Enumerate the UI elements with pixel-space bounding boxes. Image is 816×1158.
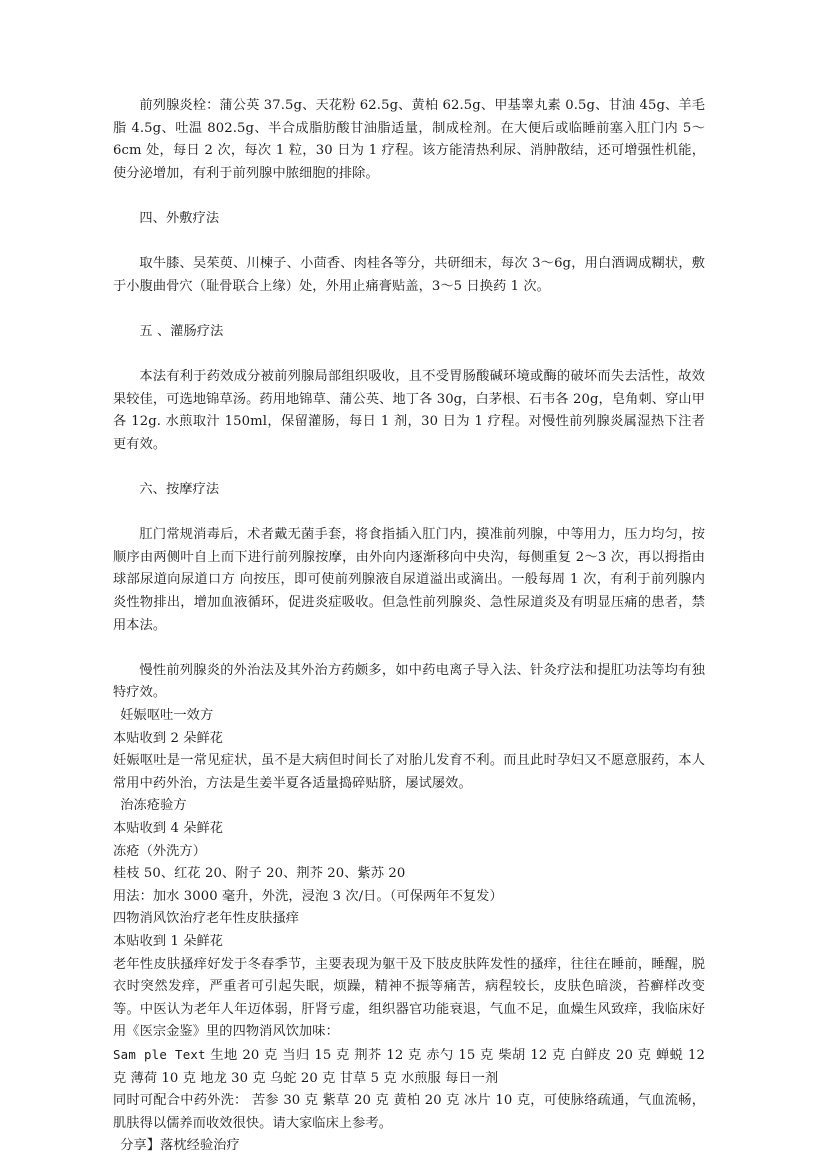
spacer [113, 502, 705, 525]
flower-count-pregnancy-vomiting: 本贴收到 2 朵鲜花 [113, 730, 224, 746]
paragraph-itch-body: 老年性皮肤搔痒好发于冬春季节，主要表现为躯干及下肢皮肤阵发性的搔痒，往往在睡前，睡醒，脱衣时突然发痒，严重者可引起失眠，烦躁，精神不振等痛苦，病程较长，皮肤色暗淡，苔癣样改变等。中医认为老年人年迈体弱，肝肾亏虚，组织器官功能衰退，气血不足，血燥生风致痒，我临床好用《医宗金鉴》里的四物消风饮加味： [113, 956, 705, 1040]
spacer [113, 637, 705, 660]
flower-count-frostbite: 本贴收到 4 朵鲜花 [113, 821, 224, 836]
heading-section-five: 五 、灌肠疗法 [139, 323, 224, 339]
heading-section-four: 四、外敷疗法 [139, 210, 220, 226]
share-line: 分享】落枕经验治疗 [120, 1138, 240, 1154]
spacer [113, 298, 705, 321]
paragraph-external-application: 取牛膝、吴茱萸、川楝子、小茴香、肉桂各等分，共研细末，每次 3～6g，用白酒调成糊状，敷于小腹曲骨穴（耻骨联合上缘）处，外用止痛膏贴盖，3～5 日换药 1 次。 [113, 256, 705, 294]
spacer [113, 185, 705, 208]
usage-frostbite: 用法：加水 3000 毫升，外洗，浸泡 3 次/日。（可保两年不复发） [113, 888, 503, 904]
paragraph-enema: 本法有利于药效成分被前列腺局部组织吸收，且不受胃肠酸碱环境或酶的破坏而失去活性，故效果较佳，可选地锦草汤。药用地锦草、蒲公英、地丁各 30g，白茅根、石韦各 20g，皂角刺、穿山甲各 12g. 水煎取汁 150ml，保留灌肠，每日 1 剂，30 日为 1 疗程。对慢性前列腺炎属湿热下注者更有效。 [113, 369, 705, 452]
spacer [113, 344, 705, 367]
title-pregnancy-vomiting-remedy: 妊娠呕吐一效方 [120, 708, 214, 724]
formula-itch-herbs: 生地 20 克 当归 15 克 荆芥 12 克 赤勺 15 克 柴胡 12 克 白鲜皮 20 克 蝉蜕 12 克 薄荷 10 克 地龙 30 克 乌蛇 20 克 甘草 5 克 水煎服 每日一剂 [113, 1047, 705, 1086]
sample-text-token: Sam ple Text [113, 1046, 206, 1062]
formula-itch-line [113, 1044, 705, 1090]
subtitle-frostbite-external-wash: 冻疮（外洗方） [113, 843, 207, 859]
flower-count-itch: 本贴收到 1 朵鲜花 [113, 933, 224, 949]
title-itch-remedy: 四物消风饮治疗老年性皮肤搔痒 [113, 911, 300, 927]
spacer [113, 457, 705, 480]
paragraph-suppository: 前列腺炎栓：蒲公英 37.5g、天花粉 62.5g、黄柏 62.5g、甲基睾丸素 0.5g、甘油 45g、羊毛脂 4.5g、吐温 802.5g、半合成脂肪酸甘油脂适量，制成栓剂。在大便后或临睡前塞入肛门内 5～6cm 处，每日 2 次，每次 1 粒，30 日为 1 疗程。该方能清热利尿、消肿散结，还可增强性机能，使分泌增加，有利于前列腺中脓细胞的排除。 [113, 98, 705, 181]
paragraph-external-wash: 同时可配合中药外洗： 苦参 30 克 紫草 20 克 黄柏 20 克 冰片 10 克，可使脉络疏通，气血流畅，肌肤得以儒养而收效很快。请大家临床上参考。 [113, 1093, 705, 1131]
paragraph-pregnancy-vomiting-body: 妊娠呕吐是一常见症状，虽不是大病但时间长了对胎儿发育不利。而且此时孕妇又不愿意服药，本人常用中药外治，方法是生姜半夏各适量捣碎贴脐，屡试屡效。 [113, 753, 705, 791]
heading-section-six: 六、按摩疗法 [139, 482, 220, 498]
paragraph-summary: 慢性前列腺炎的外治法及其外治方药颇多，如中药电离子导入法、针灸疗法和提肛功法等均有独特疗效。 [113, 662, 705, 701]
paragraph-massage: 肛门常规消毒后，术者戴无菌手套，将食指插入肛门内，摸准前列腺，中等用力，压力均匀，按顺序由两侧叶自上而下进行前列腺按摩，由外向内逐渐移向中央沟，每侧重复 2～3 次，再以拇指由球部尿道向尿道口方 向按压，即可使前列腺液自尿道溢出或滴出。一般每周 1 次，有利于前列腺内炎性物排出，增加血液循环，促进炎症吸收。但急性前列腺炎、急性尿道炎及有明显压痛的患者，禁用本法。 [113, 527, 705, 633]
spacer [113, 231, 705, 254]
document-body [113, 95, 705, 1158]
title-frostbite-remedy: 治冻疮验方 [120, 798, 187, 814]
formula-frostbite: 桂枝 50、红花 20、附子 20、荆芥 20、紫苏 20 [113, 866, 406, 882]
